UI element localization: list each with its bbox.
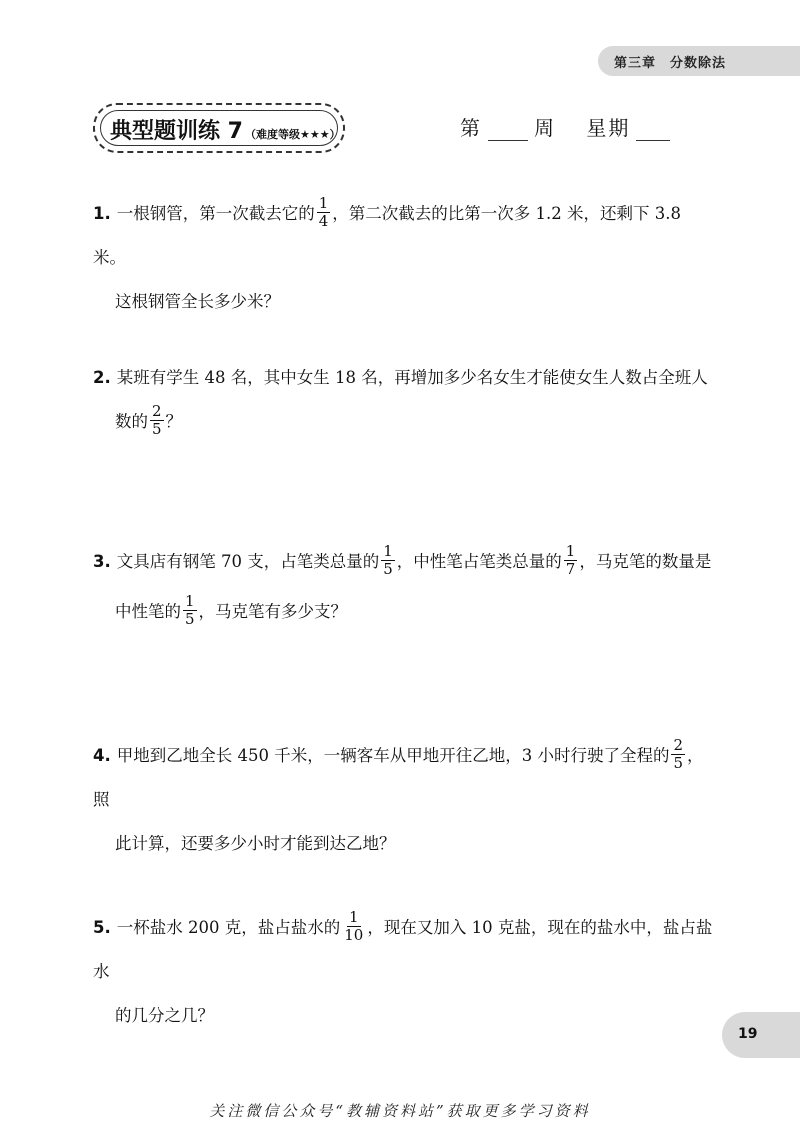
fraction: $\frac{2}{5}$ <box>673 736 684 772</box>
footer-note: 关注微信公众号“教辅资料站”获取更多学习资料 <box>209 1102 591 1120</box>
fraction: $\frac{2}{5}$ <box>152 402 162 438</box>
fraction: $\frac{1}{5}$ <box>185 592 195 628</box>
question-3: 3. 文具店有钢笔 70 支，占笔类总量的 $\frac{1}{5}$ ，中性笔占笔类总量的 $\frac{1}{7}$ ，马克笔的数量是 中性笔的 $\frac{1}{5}$ ，马克笔有多少支？ <box>93 542 712 628</box>
fraction: $\frac{1}{10}$ <box>344 908 364 944</box>
weekday-blank[interactable] <box>636 118 670 141</box>
title-main: 典型题训练 7 <box>110 119 243 144</box>
page-number-tab <box>722 1012 800 1058</box>
question-4: 4. 甲地到乙地全长 450 千米，一辆客车从甲地开往乙地，3 小时行驶了全程的 $\frac{2}{5}$ ，照 此计算，还要多少小时才能到达乙地？ <box>93 736 704 853</box>
difficulty-label: （难度等级★★★） <box>244 128 341 141</box>
fraction: $\frac{1}{7}$ <box>565 542 576 578</box>
question-2: 2. 某班有学生 48 名，其中女生 18 名，再增加多少名女生才能使女生人数占全班人 数的 $\frac{2}{5}$ ？ <box>93 368 708 438</box>
question-1: 1. 一根钢管，第一次截去它的 $\frac{1}{4}$ ，第二次截去的比第一次多 1.2 米，还剩下 3.8 米。 这根钢管全长多少米？ <box>93 194 682 311</box>
page-number: 19 <box>738 1026 758 1042</box>
week-fill-in: 第 周 星期 <box>460 112 676 141</box>
fraction: $\frac{1}{5}$ <box>383 542 393 578</box>
page-title <box>110 114 341 145</box>
week-blank[interactable] <box>488 118 528 141</box>
question-5: 5. 一杯盐水 200 克，盐占盐水的 $\frac{1}{10}$ ，现在又加入 10 克盐，现在的盐水中，盐占盐水 的几分之几？ <box>93 908 713 1025</box>
chapter-header: 第三章 分数除法 <box>614 56 727 71</box>
fraction: $\frac{1}{4}$ <box>318 194 329 230</box>
